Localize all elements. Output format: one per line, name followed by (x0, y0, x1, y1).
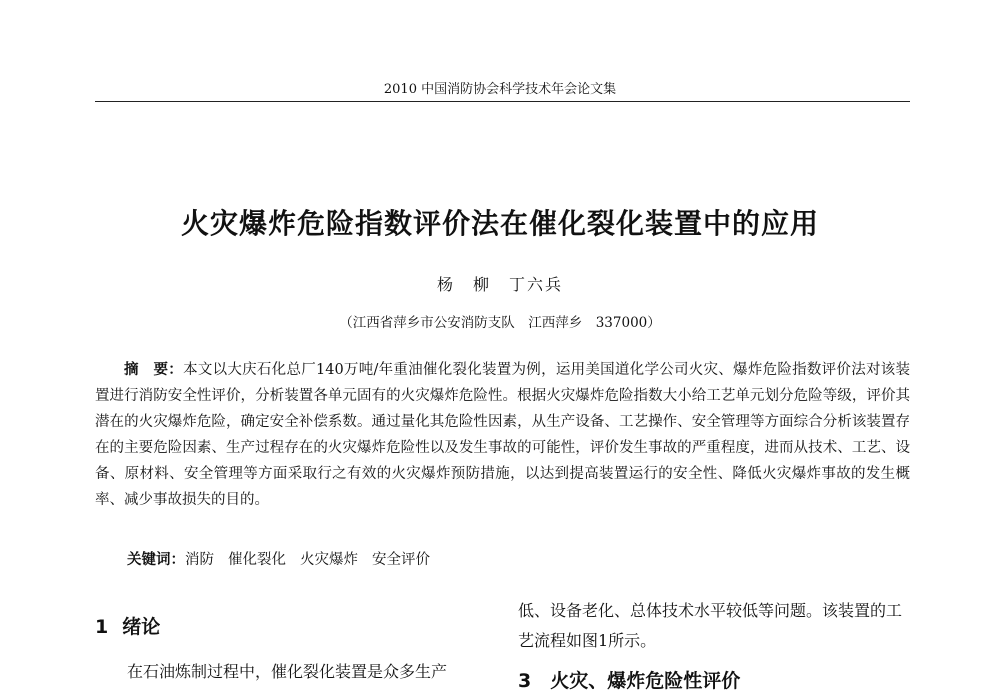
section-heading (518, 666, 910, 693)
keyword: 火灾爆炸 (300, 552, 358, 568)
section-title: 火灾、爆炸危险性评价 (550, 670, 741, 692)
section-number: 3 (518, 670, 532, 692)
abstract-label: 摘 要： (124, 362, 184, 378)
keywords (127, 548, 444, 569)
running-header: 2010 中国消防协会科学技术年会论文集 (383, 82, 617, 97)
section-heading (95, 612, 490, 639)
keyword: 安全评价 (372, 552, 430, 568)
authors: 杨 柳 丁六兵 (436, 275, 563, 294)
header-rule (95, 101, 910, 102)
paper-title: 火灾爆炸危险指数评价法在催化裂化装置中的应用 (180, 207, 819, 240)
section-number: 1 (95, 616, 109, 638)
section-paragraph: 在石油炼制过程中，催化裂化装置是众多生产 (127, 662, 448, 681)
right-column (518, 596, 910, 693)
abstract-text: 本文以大庆石化总厂140万吨/年重油催化裂化装置为例，运用美国道化学公司火灾、爆炸危险指数评价法对该装置进行消防安全性评价，分析装置各单元固有的火灾爆炸危险性。根据火灾爆炸危险指数大小给工艺单元划分危险等级，评价其潜在的火灾爆炸危险，确定安全补偿系数。通过量化其危险性因素，从生产设备、工艺操作、安全管理等方面综合分析该装置存在的主要危险因素、生产过程存在的火灾爆炸危险性以及发生事故的可能性，评价发生事故的严重程度，进而从技术、工艺、设备、原材料、安全管理等方面采取行之有效的火灾爆炸预防措施，以达到提高装置运行的安全性、降低火灾爆炸事故的发生概率、减少事故损失的目的。 (95, 362, 911, 508)
section-title: 绪论 (122, 616, 161, 638)
keywords-label: 关键词： (127, 552, 185, 568)
left-column (95, 612, 490, 687)
abstract (95, 357, 910, 513)
affiliation: （江西省萍乡市公安消防支队 江西萍乡 337000） (339, 315, 661, 331)
keyword: 消防 (185, 552, 214, 568)
body-paragraph: 低、设备老化、总体技术水平较低等问题。该装置的工艺流程如图1所示。 (518, 601, 903, 650)
keyword: 催化裂化 (228, 552, 286, 568)
